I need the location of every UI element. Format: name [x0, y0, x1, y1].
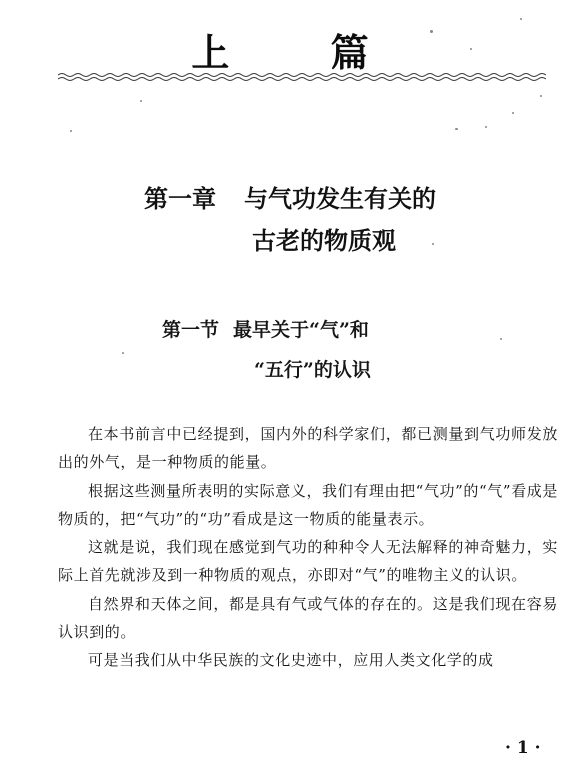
chapter-title: [144, 178, 504, 262]
section-label: 第一节: [162, 319, 220, 341]
section-title: [162, 310, 482, 390]
scan-speck: [512, 112, 514, 114]
section-title-text-line1: 最早关于“气”和: [233, 319, 369, 341]
scan-speck: [122, 352, 124, 354]
paragraph: 在本书前言中已经提到，国内外的科学家们，都已测量到气功师发放出的外气，是一种物质的能量。: [58, 425, 558, 472]
scan-speck: [470, 48, 472, 50]
scan-speck: [140, 100, 142, 102]
scan-speck: [485, 126, 487, 128]
paragraph: 根据这些测量所表明的实际意义，我们有理由把“气功”的“气”看成是物质的，把“气功”的“功”看成是这一物质的能量表示。: [58, 481, 558, 528]
body-text: [58, 420, 558, 675]
chapter-title-line1: [144, 178, 504, 220]
chapter-title-text-line2: 古老的物质观: [252, 227, 396, 255]
section-title-line1: [162, 310, 482, 350]
section-title-text-line2: “五行”的认识: [254, 359, 371, 381]
scan-speck: [540, 95, 542, 97]
paragraph: 可是当我们从中华民族的文化史迹中，应用人类文化学的成: [88, 651, 494, 670]
scan-speck: [520, 18, 522, 20]
part-title: 上 篇: [191, 31, 413, 75]
chapter-title-text-line1: 与气功发生有关的: [244, 185, 436, 213]
scan-speck: [500, 338, 502, 340]
scan-speck: [430, 30, 433, 33]
scan-speck: [432, 243, 434, 245]
scan-speck: [70, 130, 72, 132]
paragraph: 这就是说，我们现在感觉到气功的种种令人无法解释的神奇魅力，实际上首先就涉及到一种物质的观点，亦即对“气”的唯物主义的认识。: [58, 538, 558, 585]
decorative-divider: [58, 72, 546, 82]
paragraph: 自然界和天体之间，都是具有气或气体的存在的。这是我们现在容易认识到的。: [58, 594, 558, 642]
page-number: · 1 ·: [505, 738, 541, 758]
chapter-label: 第一章: [144, 185, 216, 213]
scan-speck: [455, 128, 458, 130]
